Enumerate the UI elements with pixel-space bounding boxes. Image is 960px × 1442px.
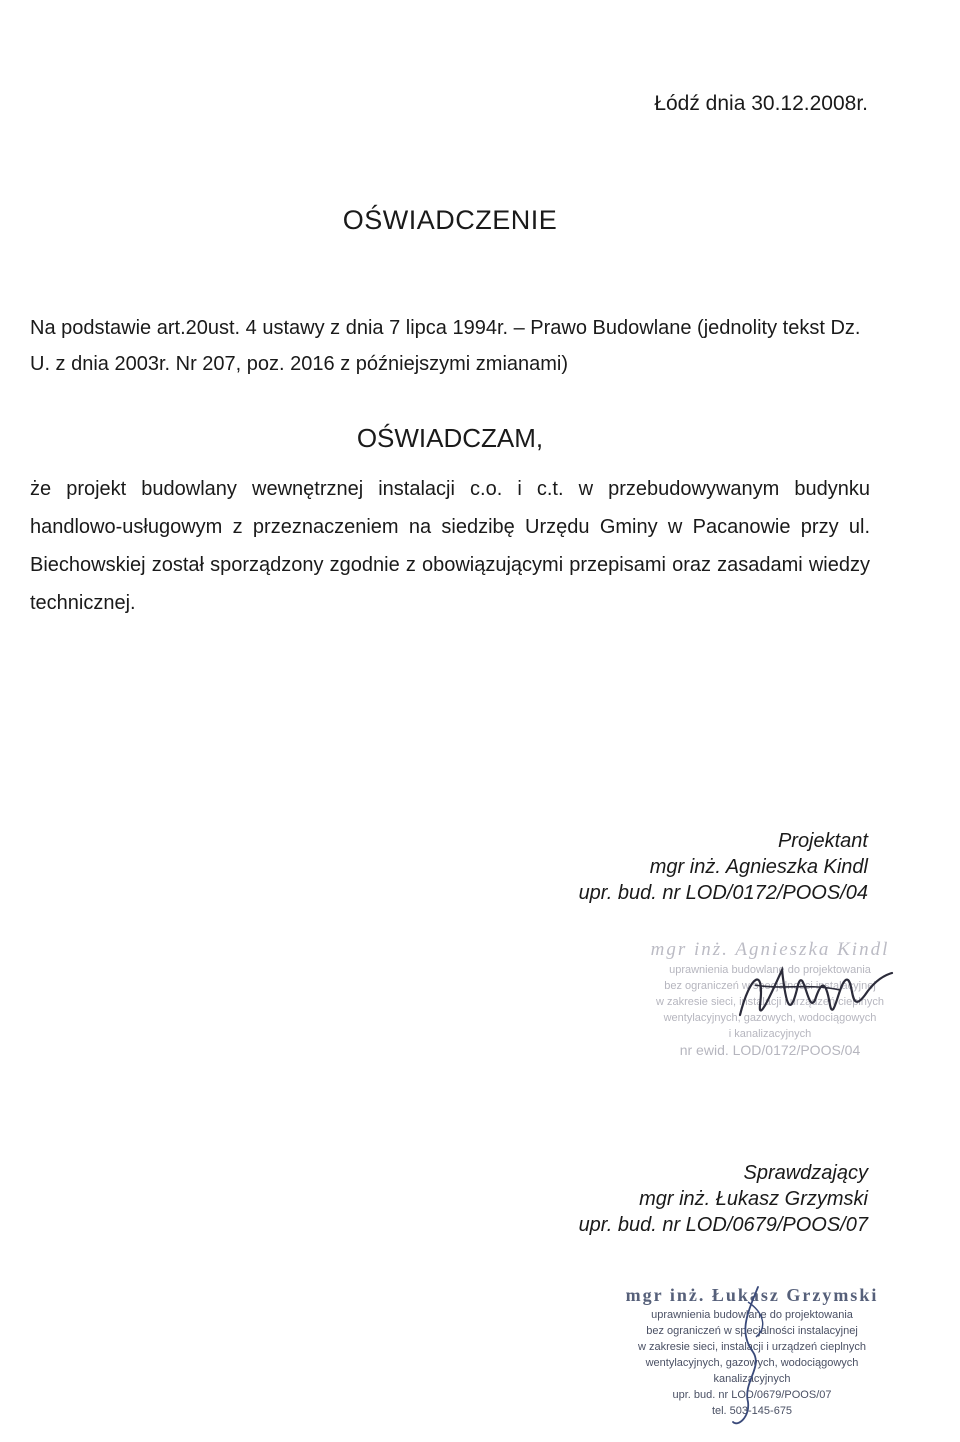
designer-signature-block (579, 828, 868, 906)
declaration-paragraph: że projekt budowlany wewnętrznej instalacji c.o. i c.t. w przebudowywanym budynku handlowo-usługowym z przeznaczeniem na siedzibę Urzędu Gminy w Pacanowie przy ul. Biechowskiej został sporządzony zgodnie z obowiązującymi przepisami oraz zasadami wiedzy technicznej. (30, 478, 870, 614)
designer-role: Projektant (777, 830, 868, 852)
designer-name: mgr inż. Agnieszka Kindl (649, 856, 868, 878)
stamp-line: w zakresie sieci, instalacji i urządzeń cieplnych (637, 1341, 867, 1353)
stamp-line: uprawnienia budowlane do projektowania (651, 1309, 853, 1321)
checker-name: mgr inż. Łukasz Grzymski (639, 1188, 868, 1210)
stamp-line: wentylacyjnych, gazowych, wodociągowych (663, 1012, 877, 1024)
designer-license: upr. bud. nr LOD/0172/POOS/04 (578, 882, 868, 904)
stamp-line: uprawnienia budowlane do projektowania (669, 964, 871, 976)
stamp-head: mgr inż. Łukasz Grzymski (625, 1285, 879, 1305)
stamp-line: i kanalizacyjnych (728, 1028, 812, 1040)
stamp-line: nr ewid. LOD/0172/POOS/04 (679, 1042, 861, 1058)
checker-signature-block (579, 1160, 868, 1238)
checker-handwritten-signature (718, 1282, 788, 1432)
stamp-line: w zakresie sieci, instalacji i urządzeń cieplnych (655, 996, 885, 1008)
document-title: OŚWIADCZENIE (342, 205, 558, 235)
designer-handwritten-signature (720, 945, 900, 1040)
checker-license: upr. bud. nr LOD/0679/POOS/07 (578, 1214, 868, 1236)
stamp-line: tel. 503-145-675 (711, 1405, 793, 1417)
stamp-head: mgr inż. Agnieszka Kindl (650, 939, 890, 960)
stamp-line: bez ograniczeń w specjalności instalacyjnej (646, 1325, 858, 1337)
stamp-line: wentylacyjnych, gazowych, wodociągowych (645, 1357, 859, 1369)
stamp-line: bez ograniczeń w specjalności instalacyjnej (664, 980, 876, 992)
checker-role: Sprawdzający (743, 1162, 868, 1184)
stamp-line: kanalizacyjnych (713, 1373, 791, 1385)
declaration-heading: OŚWIADCZAM, (356, 423, 544, 453)
stamp-line: upr. bud. nr LOD/0679/POOS/07 (672, 1389, 832, 1401)
document-date: Łódź dnia 30.12.2008r. (654, 92, 868, 115)
legal-basis-paragraph: Na podstawie art.20ust. 4 ustawy z dnia 7 lipca 1994r. – Prawo Budowlane (jednolity tekst Dz. U. z dnia 2003r. Nr 207, poz. 2016 z późniejszymi zmianami) (30, 317, 861, 375)
